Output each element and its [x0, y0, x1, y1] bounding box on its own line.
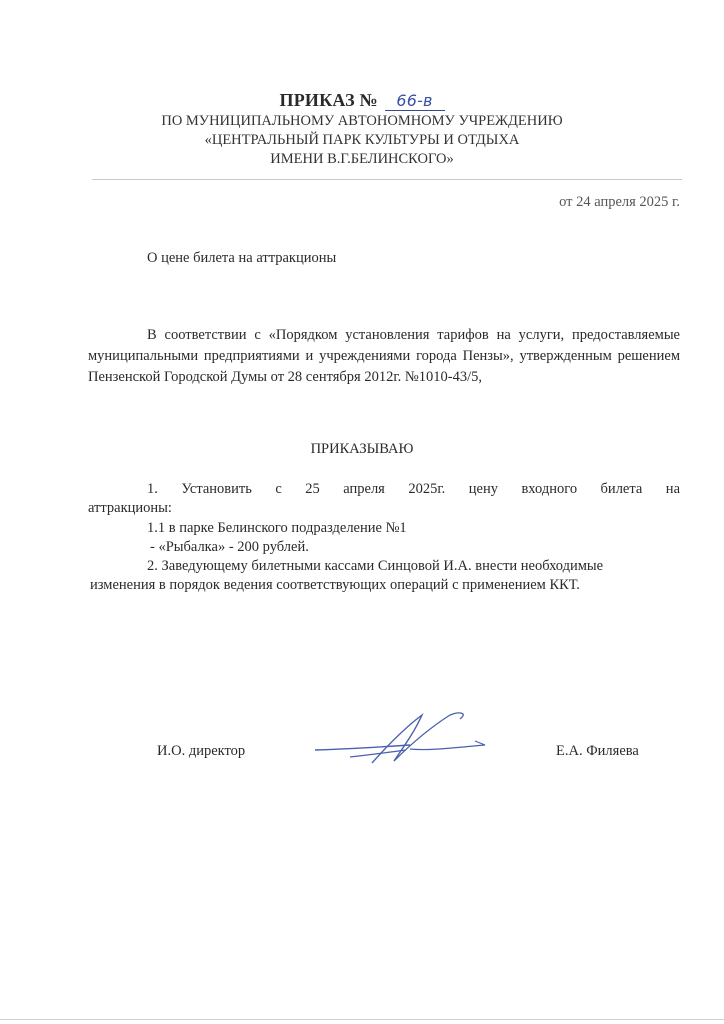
org-line-1: ПО МУНИЦИПАЛЬНОМУ АВТОНОМНОМУ УЧРЕЖДЕНИЮ: [161, 113, 563, 129]
org-line-3: ИМЕНИ В.Г.БЕЛИНСКОГО»: [270, 151, 454, 167]
preamble-paragraph: В соответствии с «Порядком установления тарифов на услуги, предоставляемые муниципальными предприятиями и учреждениями города Пензы», утвержденным решением Пензенской Городской Думы от 28 сентября 2012г. №1010-43/5,: [88, 327, 680, 385]
handwritten-signature-icon: [310, 705, 500, 775]
title-text: ПРИКАЗ №: [279, 90, 378, 110]
document-title: [0, 90, 724, 111]
header-divider: [92, 179, 682, 180]
signer-name: Е.А. Филяева: [556, 743, 639, 759]
order-date: от 24 апреля 2025 г.: [559, 194, 680, 210]
org-line-2: «ЦЕНТРАЛЬНЫЙ ПАРК КУЛЬТУРЫ И ОТДЫХА: [204, 132, 520, 148]
order-subject: О цене билета на аттракционы: [147, 250, 337, 266]
signer-role: И.О. директор: [157, 743, 246, 759]
item-1-1-detail: - «Рыбалка» - 200 рублей.: [150, 539, 309, 555]
handwritten-order-number: 66-в: [385, 91, 445, 111]
item-1-line-1: 1. Установить с 25 апреля 2025г. цену входного билета на: [147, 481, 680, 497]
item-2-line-2: изменения в порядок ведения соответствующих операций с применением ККТ.: [90, 577, 580, 593]
item-2-line-1: 2. Заведующему билетными кассами Синцовой И.А. внести необходимые: [147, 558, 604, 574]
item-1-1: 1.1 в парке Белинского подразделение №1: [147, 520, 407, 536]
order-heading: ПРИКАЗЫВАЮ: [310, 441, 414, 457]
page-bottom-edge: [0, 1019, 724, 1020]
item-1-line-2: аттракционы:: [88, 500, 172, 516]
